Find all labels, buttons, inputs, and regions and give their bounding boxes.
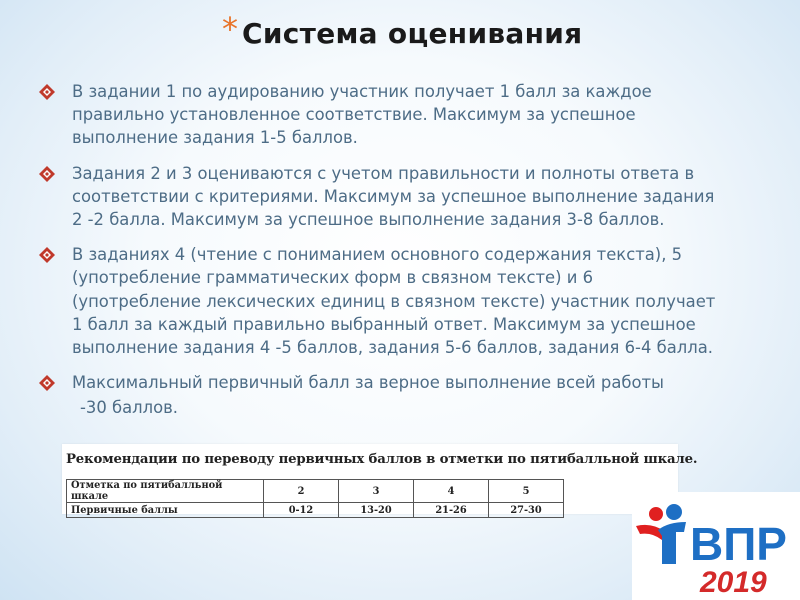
slide-title (222, 10, 583, 58)
bullet-text: В задании 1 по аудированию участник получает 1 балл за каждое правильно установленное соответствие. Максимум за успешное выполнение задания 1-5 баллов. (72, 82, 652, 148)
bullet-subtext: -30 баллов. (80, 398, 178, 418)
table-caption: Рекомендации по переводу первичных баллов в отметки по пятибалльной шкале. (66, 452, 698, 467)
bullet-item (36, 371, 716, 419)
diamond-bullet-icon (38, 246, 56, 264)
vpr-2019-logo (632, 492, 800, 600)
diamond-bullet-icon (38, 374, 56, 392)
table-cell: 5 (489, 480, 564, 503)
bullet-item (36, 162, 716, 232)
table-cell: 4 (414, 480, 489, 503)
bullet-text: Максимальный первичный балл за верное выполнение всей работы (72, 373, 664, 393)
diamond-bullet-icon (38, 83, 56, 101)
bullet-item (36, 243, 716, 359)
bullet-item (36, 80, 716, 150)
logo-text: ВПР (690, 518, 787, 570)
table-cell: 21-26 (414, 503, 489, 518)
table-cell: 0-12 (264, 503, 339, 518)
table-cell: 3 (339, 480, 414, 503)
score-table-panel (62, 444, 698, 516)
row-header: Отметка по пятибалльной шкале (67, 480, 264, 503)
title-asterisk: * (222, 10, 238, 48)
row-header: Первичные баллы (67, 503, 264, 518)
table-cell: 2 (264, 480, 339, 503)
logo-year: 2019 (700, 566, 767, 599)
title-text: Система оценивания (242, 17, 583, 50)
bullet-list (36, 80, 716, 432)
table-row (67, 503, 564, 518)
table-cell: 13-20 (339, 503, 414, 518)
bullet-text: В заданиях 4 (чтение с пониманием основного содержания текста), 5 (употребление грамматических форм в связном тексте) и 6 (употребление лексических единиц в связном тексте) участник получает 1 балл за каждый правильно выбранный ответ. Максимум за успешное выполнение задания 4 -5 баллов, задания 5-6 баллов, задания 6-4 балла. (72, 245, 716, 358)
bullet-text: Задания 2 и 3 оцениваются с учетом правильности и полноты ответа в соответствии с критериями. Максимум за успешное выполнение задания 2 -2 балла. Максимум за успешное выполнение задания 3-8 баллов. (72, 163, 715, 230)
diamond-bullet-icon (38, 165, 56, 183)
score-conversion-table (66, 479, 564, 518)
table-row (67, 480, 564, 503)
table-cell: 27-30 (489, 503, 564, 518)
